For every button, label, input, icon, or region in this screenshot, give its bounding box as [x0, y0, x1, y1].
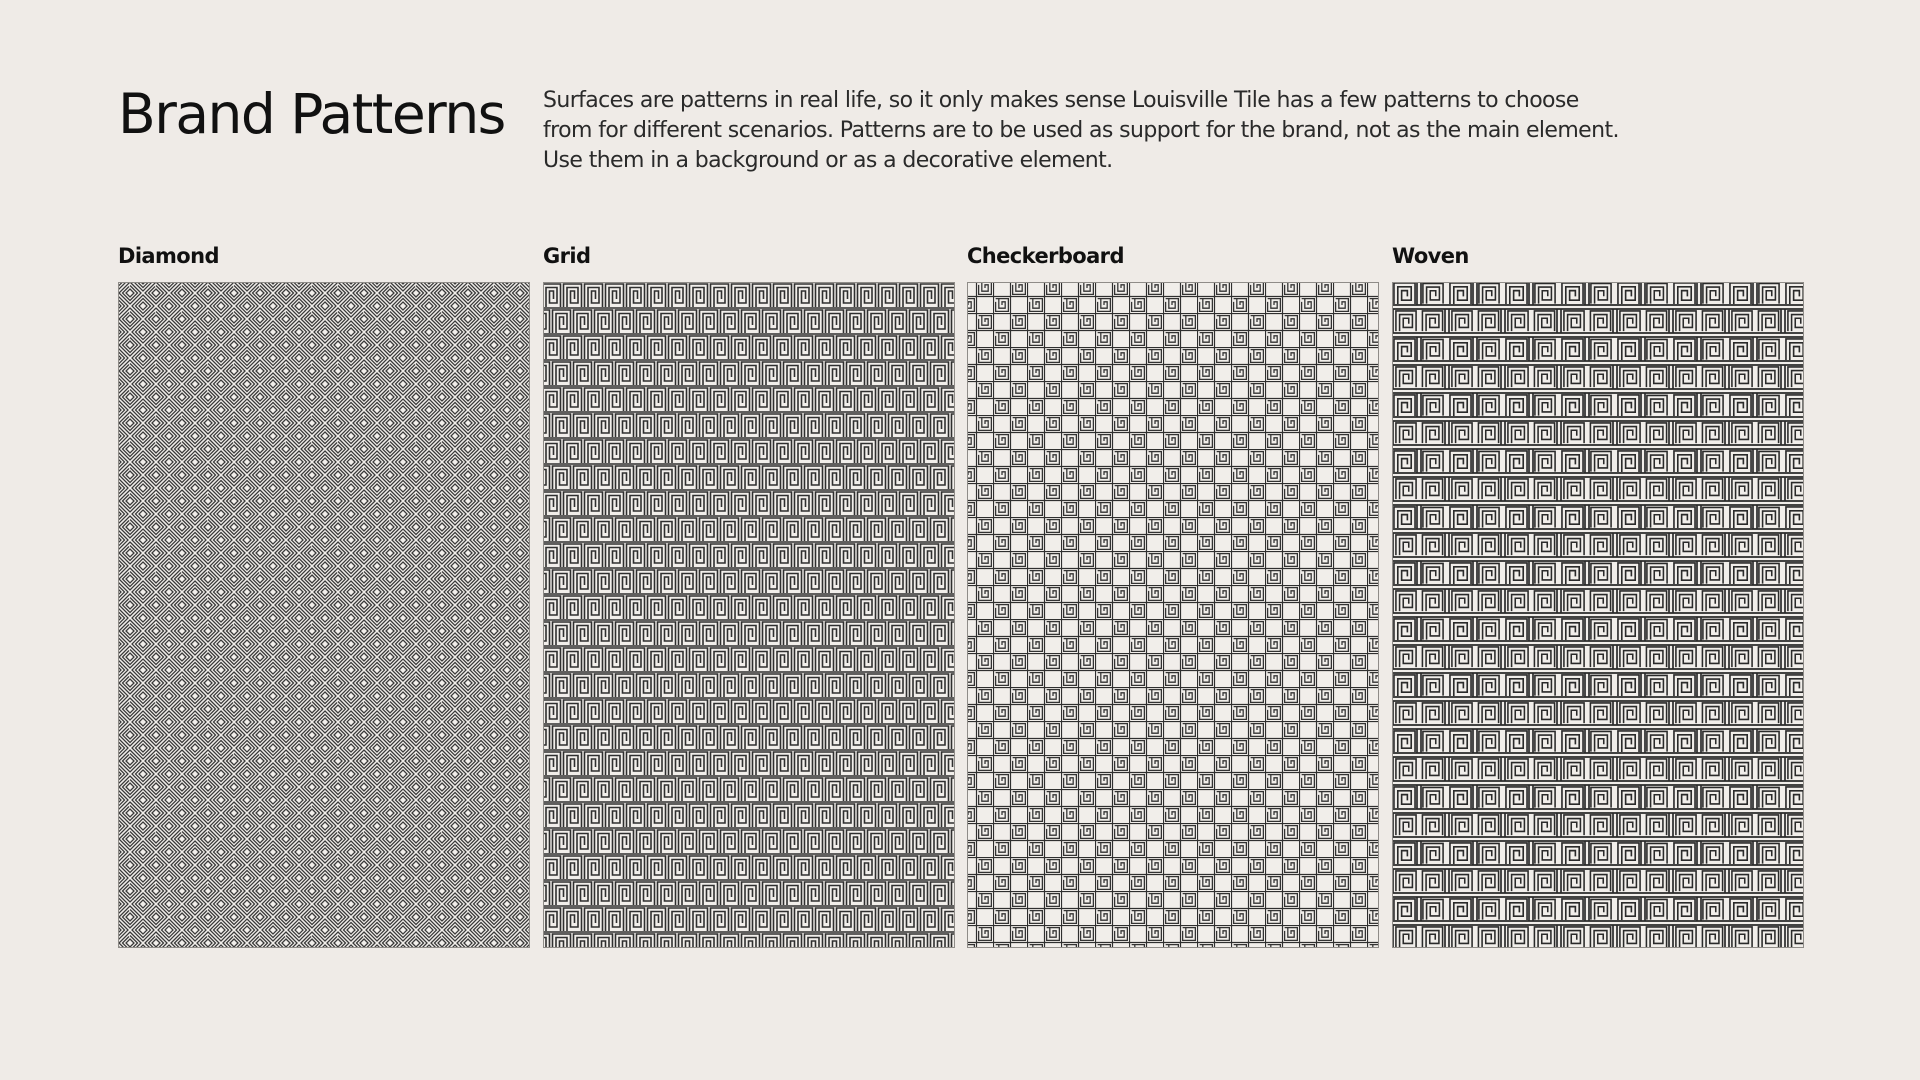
pattern-label-checkerboard: Checkerboard [967, 244, 1124, 268]
pattern-label-woven: Woven [1392, 244, 1469, 268]
pattern-swatch-checkerboard [967, 282, 1379, 948]
pattern-label-diamond: Diamond [118, 244, 219, 268]
grid-pattern-graphic [544, 283, 954, 947]
woven-pattern-graphic [1393, 283, 1803, 947]
diamond-pattern-graphic [119, 283, 529, 947]
pattern-swatch-grid [543, 282, 955, 948]
checkerboard-pattern-graphic [968, 283, 1378, 947]
page-title: Brand Patterns [118, 82, 505, 146]
pattern-swatch-diamond [118, 282, 530, 948]
pattern-label-grid: Grid [543, 244, 591, 268]
pattern-swatch-woven [1392, 282, 1804, 948]
page-description: Surfaces are patterns in real life, so it only makes sense Louisville Tile has a few patterns to choose from for different scenarios. Patterns are to be used as support for the brand, not as the main element. Use them in a background or as a decorative element. [543, 88, 1619, 173]
